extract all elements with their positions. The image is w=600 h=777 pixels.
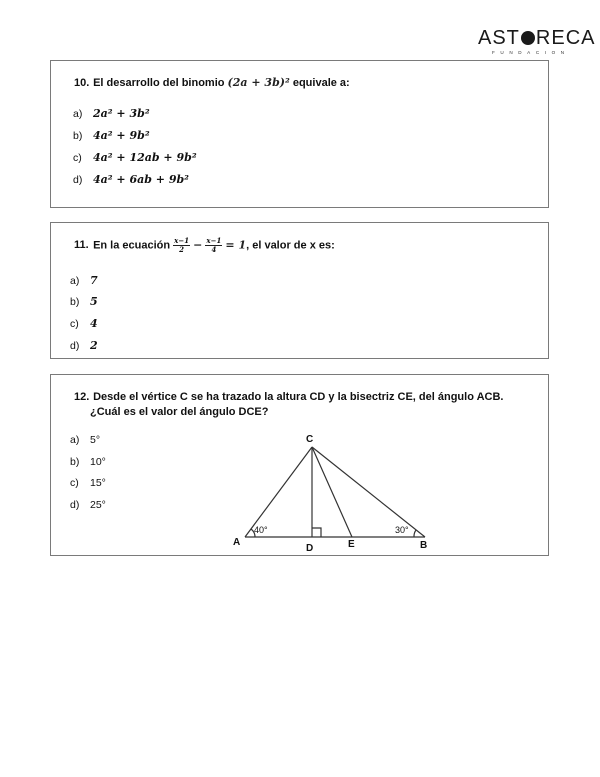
question-11-title: 11. En la ecuación $\frac{x-1}{2}$ − $\frac{x-1}{4}$ = 1, el valor de x es: — [74, 236, 335, 254]
logo-wordmark: AST RECA — [478, 27, 596, 49]
angle-B-label: 30° — [395, 525, 409, 535]
question-12-title: 12. Desde el vértice C se ha trazado la altura CD y la bisectriz CE, del ángulo ACB. — [74, 391, 504, 403]
segment-CB — [312, 447, 425, 537]
angle-arc-B — [414, 530, 416, 537]
logo-circle-icon — [521, 31, 535, 45]
option-11-b[interactable]: b) 5 — [70, 295, 98, 308]
option-10-a[interactable]: a) 2a² + 3b² — [73, 107, 150, 120]
option-10-b[interactable]: b) 4a² + 9b² — [73, 129, 150, 142]
question-12-box — [50, 374, 549, 556]
question-11-box — [50, 222, 549, 359]
question-12-subtitle: ¿Cuál es el valor del ángulo DCE? — [90, 406, 269, 418]
bisector-CE — [312, 447, 352, 537]
option-11-c[interactable]: c) 4 — [70, 317, 98, 330]
binomial-expression: (2a + 3b)² — [227, 76, 290, 89]
angle-A-label: 40° — [254, 525, 268, 535]
fundacion-astoreca-logo — [478, 27, 596, 56]
question-10-title: 10. El desarrollo del binomio (2a + 3b)² equivale a: — [74, 76, 350, 89]
option-12-b[interactable]: b) 10° — [70, 456, 106, 468]
triangle-figure — [228, 429, 448, 553]
option-12-d[interactable]: d) 25° — [70, 499, 106, 511]
fraction-1: $\frac{x-1}{2}$ — [174, 236, 190, 254]
logo-subtitle: FUNDACION — [492, 50, 570, 55]
fraction-2: $\frac{x-1}{4}$ — [206, 236, 222, 254]
label-A: A — [233, 537, 241, 548]
label-D: D — [306, 543, 314, 553]
right-angle-mark — [312, 528, 321, 537]
label-C: C — [306, 434, 314, 445]
label-E: E — [348, 539, 355, 550]
label-B: B — [420, 540, 428, 551]
option-11-d[interactable]: d) 2 — [70, 339, 98, 352]
option-12-a[interactable]: a) 5° — [70, 434, 101, 446]
option-10-c[interactable]: c) 4a² + 12ab + 9b² — [73, 151, 197, 164]
question-10-box — [50, 60, 549, 208]
option-10-d[interactable]: d) 4a² + 6ab + 9b² — [73, 173, 189, 186]
option-12-c[interactable]: c) 15° — [70, 477, 106, 489]
option-11-a[interactable]: a) 7 — [70, 274, 98, 287]
segment-CA — [245, 447, 312, 537]
